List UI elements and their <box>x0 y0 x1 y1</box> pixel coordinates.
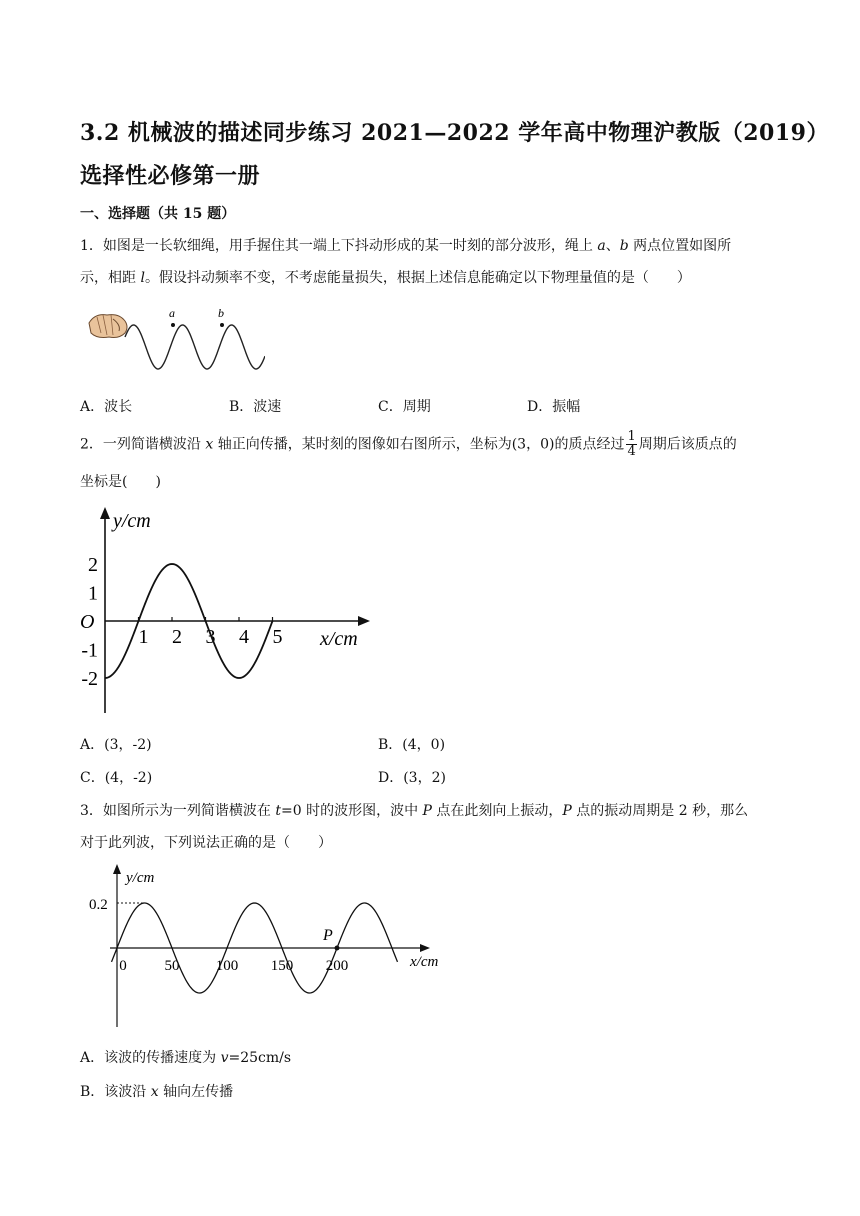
x-tick-label: 4 <box>239 626 249 648</box>
x-tick-label: 100 <box>215 958 239 974</box>
y-tick-label: 2 <box>88 554 98 576</box>
q1-option-b: B．波速 <box>229 399 282 415</box>
q2-option-b: B．(4，0) <box>378 737 446 753</box>
y-axis-arrow <box>100 507 110 519</box>
x-axis-arrow <box>358 616 370 626</box>
label-a: a <box>169 306 175 320</box>
q3-option-b: B．该波沿 x 轴向左传播 <box>80 1084 234 1100</box>
label-b: b <box>218 306 224 320</box>
x-tick-label: 2 <box>172 626 182 648</box>
y-axis-label: y/cm <box>126 870 155 886</box>
x-axis-label: x/cm <box>320 628 358 650</box>
hand-icon <box>89 315 127 338</box>
x-tick-label: 50 <box>164 958 180 974</box>
x-tick-label: 200 <box>325 958 349 974</box>
q1-stem-line1: 1．如图是一长软细绳，用手握住其一端上下抖动形成的某一时刻的部分波形，绳上 a、b 两点位置如图所 <box>80 238 732 254</box>
q1-option-c: C．周期 <box>378 399 431 415</box>
fraction-quarter: $\frac{1}{4}$ <box>627 429 636 459</box>
q1-option-a: A．波长 <box>80 399 133 415</box>
rope-wave <box>125 325 265 369</box>
q1-option-d: D．振幅 <box>527 399 581 415</box>
x-tick-label: 3 <box>205 626 216 648</box>
x-tick-label: 0 <box>119 958 127 974</box>
q3-wave-chart <box>80 862 460 1032</box>
origin-label: O <box>80 611 95 633</box>
q2-wave-chart <box>72 505 382 720</box>
y-axis-arrow <box>113 864 121 874</box>
x-tick-label: 150 <box>270 958 294 974</box>
x-axis-label: x/cm <box>410 954 439 970</box>
document-title: 3.2 机械波的描述同步练习 2021—2022 学年高中物理沪教版（2019） <box>80 120 829 146</box>
x-tick-label: 5 <box>272 626 283 648</box>
point-b <box>220 323 224 327</box>
amplitude-label: 0.2 <box>89 897 108 913</box>
q2-option-d: D．(3，2) <box>378 770 446 786</box>
q2-option-a: A．(3，-2) <box>80 737 152 753</box>
point-a <box>171 323 175 327</box>
y-tick-label: 1 <box>88 582 98 605</box>
document-subtitle: 选择性必修第一册 <box>80 163 261 189</box>
q2-stem-line2: 坐标是( ) <box>80 474 161 490</box>
section-heading: 一、选择题（共 15 题） <box>80 206 236 222</box>
y-tick-label: -1 <box>81 639 98 662</box>
q2-option-c: C．(4，-2) <box>80 770 153 786</box>
point-p <box>335 946 340 951</box>
point-p-label: P <box>323 927 333 944</box>
x-axis-arrow <box>420 944 430 952</box>
q1-stem-line2: 示，相距 l。假设抖动频率不变，不考虑能量损失，根据上述信息能确定以下物理量值的是（ ） <box>80 270 691 286</box>
y-axis-label: y/cm <box>113 510 151 532</box>
q1-rope-figure <box>85 305 265 377</box>
y-tick-label: -2 <box>81 668 98 690</box>
q3-option-a: A．该波的传播速度为 v=25cm/s <box>80 1050 292 1066</box>
q2-stem-line1: 2．一列简谐横波沿 x 轴正向传播，某时刻的图像如右图所示，坐标为(3，0)的质点经过 $\frac{1}{4}$ 周期后该质点的 <box>80 429 737 459</box>
q3-stem-line2: 对于此列波，下列说法正确的是（ ） <box>80 835 332 851</box>
x-tick-label: 1 <box>138 626 149 648</box>
q3-stem-line1: 3．如图所示为一列简谐横波在 t=0 时的波形图，波中 P 点在此刻向上振动，P 点的振动周期是 2 秒，那么 <box>80 803 749 819</box>
